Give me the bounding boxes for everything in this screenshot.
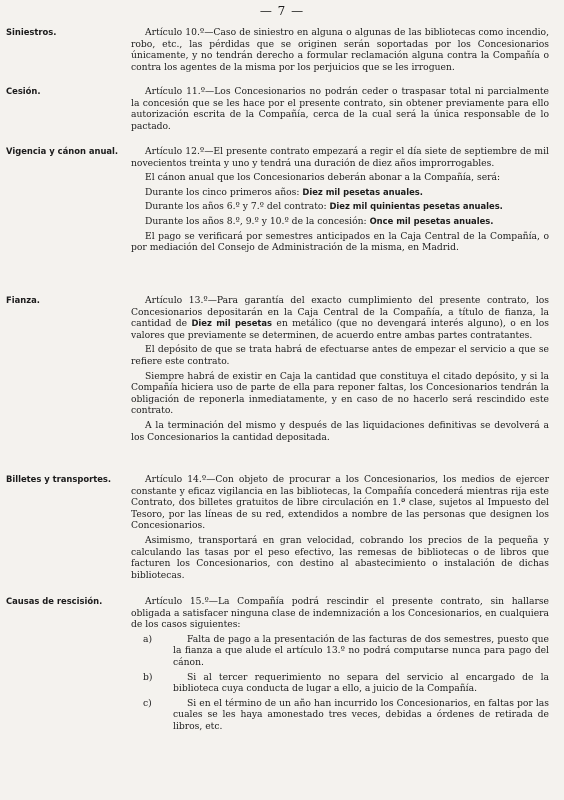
article-15-text: Artículo 15.º—La Compañía podrá rescindir el presente contrato, sin hallarse obligada a satisfacer ninguna clase de indemnización a los Concesionarios, en cualquiera de los casos siguientes: — [131, 596, 549, 631]
fianza-deposit: El depósito de que se trata habrá de efectuarse antes de empezar el servicio a que se refiere este contrato. — [131, 344, 549, 367]
fianza-amount: Diez mil pesetas — [191, 318, 273, 329]
list-item — [131, 672, 549, 695]
canon-years-1-5 — [131, 187, 549, 199]
article-13-text — [131, 295, 549, 341]
article-12 — [131, 146, 549, 254]
heading-billetes: Billetes y transportes. — [6, 474, 112, 484]
canon-years-8-10-label: Durante los años 8.º, 9.º y 10.º de la concesión: — [145, 215, 370, 227]
canon-years-1-5-amount: Diez mil pesetas anuales. — [302, 186, 423, 197]
fianza-replenish: Siempre habrá de existir en Caja la cantidad que constituya el citado depósito, y si la Compañía hiciera uso de parte de ella para reponer faltas, los Concesionarios tendrán la obligación de reponerla inmediatamente, y en caso de no hacerlo será rescindido este contrato. — [131, 370, 549, 417]
list-item — [131, 698, 549, 733]
canon-years-8-10 — [131, 216, 549, 228]
article-15 — [131, 596, 549, 733]
article-14-text: Artículo 14.º—Con objeto de procurar a los Concesionarios, los medios de ejercer constante y eficaz vigilancia en las bibliotecas, la Compañía concederá mientras rija este Contrato, dos billetes gratuitos de libre circulación en 1.ª clase, sujetos al Impuesto del Tesoro, por las líneas de su red, extendidos a nombre de las personas que designen los Concesionarios. — [131, 474, 549, 532]
list-item-label: b) — [143, 671, 153, 683]
heading-cesion: Cesión. — [6, 86, 41, 96]
article-10 — [131, 27, 549, 73]
list-item-label: c) — [143, 697, 152, 709]
heading-fianza: Fianza. — [6, 295, 40, 305]
article-14 — [131, 474, 549, 581]
page-number: — 7 — — [259, 4, 305, 18]
canon-years-6-7 — [131, 201, 549, 213]
article-12-text: Artículo 12.º—El presente contrato empezará a regir el día siete de septiembre de mil novecientos treinta y uno y tendrá una duración de diez años improrrogables. — [131, 146, 549, 169]
article-10-text: Artículo 10.º—Caso de siniestro en alguna o algunas de las bibliotecas como incendio, robo, etc., las pérdidas que se originen serán soportadas por los Concesionarios únicamente, y no tendrán derecho a formular reclamación alguna contra la Compañía o contra los agentes de la misma por los perjuicios que se les irroguen. — [131, 27, 549, 73]
list-item-text: Si al tercer requerimiento no separa del servicio al encargado de la biblioteca cuya conducta de lugar a ello, a juicio de la Compañía. — [173, 671, 549, 695]
article-13-text-a: Artículo 13.º—Para garantía del exacto cumplimiento del presente contrato, los Concesionarios depositarán en la Caja Central de la Compañía, a título de fianza, la cantidad de — [131, 295, 549, 330]
canon-intro: El cánon anual que los Concesionarios deberán abonar a la Compañía, será: — [145, 172, 501, 184]
heading-siniestros: Siniestros. — [6, 27, 57, 37]
canon-years-8-10-amount: Once mil pesetas anuales. — [369, 215, 494, 226]
canon-years-6-7-label: Durante los años 6.º y 7.º del contrato: — [145, 201, 330, 213]
article-13-text-b: en metálico (que no devengará interés alguno), o en los valores que previamente se determinen, de acuerdo entre ambas partes contratantes. — [131, 318, 549, 341]
fianza-return: A la terminación del mismo y después de las liquidaciones definitivas se devolverá a los Concesionarios la cantidad depositada. — [131, 419, 549, 443]
list-item-text: Falta de pago a la presentación de las facturas de dos semestres, puesto que la fianza a que alude el artículo 13.º no podrá computarse nunca para pago del cánon. — [173, 633, 549, 668]
list-item — [131, 634, 549, 669]
list-item-text: Si en el término de un año han incurrido los Concesionarios, en faltas por las cuales se les haya amonestado tres veces, debidas a órdenes de retirada de libros, etc. — [173, 697, 549, 732]
heading-vigencia: Vigencia y cánon anual. — [6, 146, 119, 156]
canon-years-1-5-label: Durante los cinco primeros años: — [145, 186, 303, 198]
article-11-text: Artículo 11.º—Los Concesionarios no podrán ceder o traspasar total ni parcialmente la concesión que se les hace por el presente contrato, sin obtener previamente para ello autorización escrita de la Compañía, cerca de la cual será la única responsable de lo pactado. — [131, 86, 549, 132]
heading-rescision: Causas de rescisión. — [6, 596, 103, 606]
article-11 — [131, 86, 549, 132]
article-13 — [131, 295, 549, 443]
transport-text: Asimismo, transportará en gran velocidad, cobrando los precios de la pequeña y calculando las tasas por el peso efectivo, las remesas de bibliotecas o de libros que facturen los Concesionarios, con destino al abastecimiento o instalación de dichas bibliotecas. — [131, 534, 549, 581]
list-item-label: a) — [143, 633, 153, 645]
canon-years-6-7-amount: Diez mil quinientas pesetas anuales. — [329, 201, 503, 212]
canon-payment: El pago se verificará por semestres anticipados en la Caja Central de la Compañía, o por mediación del Consejo de Administración de la misma, en Madrid. — [131, 230, 549, 254]
